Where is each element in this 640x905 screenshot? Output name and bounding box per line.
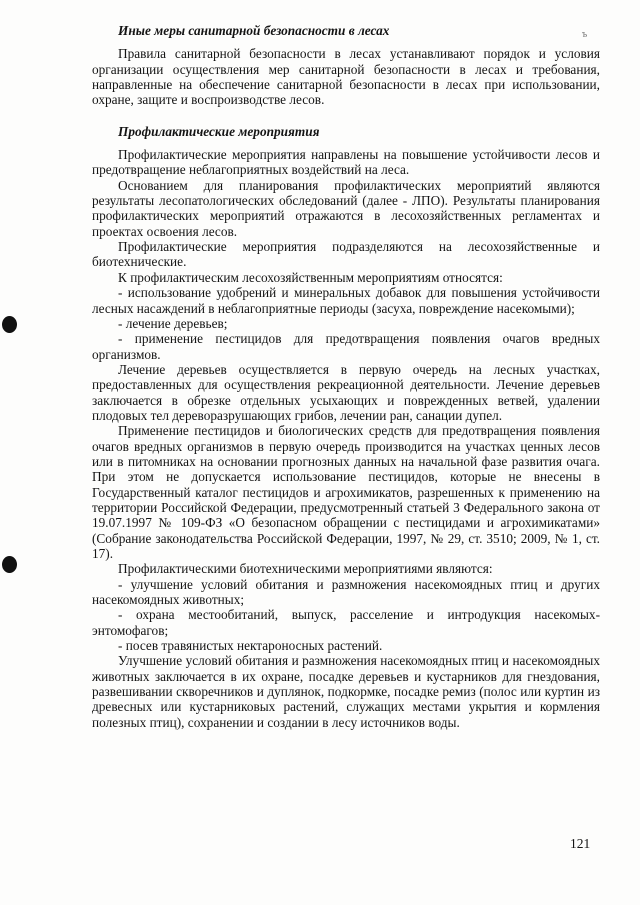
- list-item: - лечение деревьев;: [118, 315, 228, 331]
- list-item: - использование удобрений и минеральных добавок для повышения устойчивости лесных насаждений в неблагоприятные периоды (засуха, повреждение насекомыми);: [92, 285, 600, 316]
- paragraph: Профилактическими биотехническими мероприятиями являются:: [118, 561, 493, 577]
- paragraph: Лечение деревьев осуществляется в первую очередь на лесных участках, предоставленных для осуществления рекреационной деятельности. Лечение деревьев заключается в обрезке отдельных усыхающих и поврежденных ветвей, удалении плодовых тел дереворазрушающих грибов, лечении ран, санации дупел.: [92, 361, 600, 423]
- list-item: - охрана местообитаний, выпуск, расселение и интродукция насекомых-энтомофагов;: [92, 607, 600, 638]
- paragraph: Профилактические мероприятия подразделяются на лесохозяйственные и биотехнические.: [92, 239, 600, 270]
- document-body: [92, 23, 600, 730]
- page-number: 121: [570, 836, 591, 851]
- list-item: - применение пестицидов для предотвращения появления очагов вредных организмов.: [92, 331, 600, 362]
- paragraph: К профилактическим лесохозяйственным мероприятиям относятся:: [118, 269, 503, 285]
- list-item: - улучшение условий обитания и размножения насекомоядных птиц и других насекомоядных животных;: [92, 576, 600, 608]
- punch-hole-top: [2, 316, 17, 333]
- section-heading-prophylactic: Профилактические мероприятия: [118, 123, 320, 139]
- paragraph: Основанием для планирования профилактических мероприятий являются результаты лесопатологических обследований (далее - ЛПО). Результаты планирования профилактических мероприятий отражаются в лесохозяйственных регламентах и проектах освоения лесов.: [92, 177, 600, 239]
- corner-mark: ъ: [582, 29, 588, 40]
- punch-hole-bottom: [2, 556, 17, 573]
- list-item: - посев травянистых нектароносных растений.: [118, 638, 383, 654]
- paragraph: Профилактические мероприятия направлены на повышение устойчивости лесов и предотвращение неблагоприятных воздействий на леса.: [92, 147, 600, 178]
- section-heading-sanitary: Иные меры санитарной безопасности в лесах: [118, 23, 390, 38]
- paragraph: Применение пестицидов и биологических средств для предотвращения появления очагов вредных организмов в первую очередь производится на участках ценных лесов или в питомниках на основании прогнозных данных на начальной фазе развития очага. При этом не допускается использование пестицидов, которые не внесены в Государственный каталог пестицидов и агрохимикатов, разрешенных к применению на территории Российской Федерации, предусмотренный статьей 3 Федерального закона от 19.07.1997 № 109-ФЗ «О безопасном обращении с пестицидами и агрохимикатами» (Собрание законодательства Российской Федерации, 1997, № 29, ст. 3510; 2009, № 1, ст. 17).: [92, 423, 600, 561]
- paragraph-sanitary-rules: Правила санитарной безопасности в лесах устанавливают порядок и условия организации осуществления мер санитарной безопасности в лесах и требования, направленные на обеспечение санитарной безопасности в лесах при использовании, охране, защите и воспроизводстве лесов.: [92, 46, 600, 108]
- paragraph: Улучшение условий обитания и размножения насекомоядных птиц и насекомоядных животных заключается в их охране, посадке деревьев и кустарников для гнездования, развешивании скворечников и дуплянок, подкормке, посадке ремиз (полос или куртин из древесных или кустарниковых растений, служащих местами укрытия и кормления полезных птиц), сохранении и создании в лесу источников воды.: [92, 653, 600, 730]
